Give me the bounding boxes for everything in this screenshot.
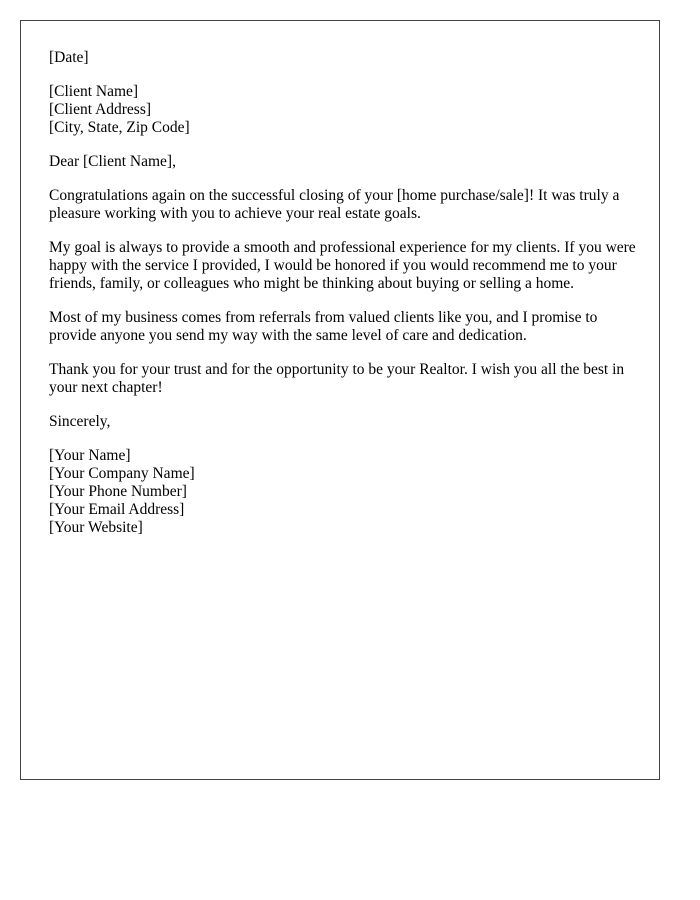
recipient-city-state-zip: [City, State, Zip Code] bbox=[49, 119, 190, 136]
body-paragraph-1: Congratulations again on the successful closing of your [home purchase/sale]! It was truly a pleasure working with you to achieve your real estate goals. bbox=[49, 187, 620, 222]
signature-name: [Your Name] bbox=[49, 447, 131, 464]
signature-company: [Your Company Name] bbox=[49, 465, 195, 482]
letter-page bbox=[20, 20, 660, 780]
recipient-block bbox=[49, 83, 637, 137]
body-paragraph-2: My goal is always to provide a smooth and professional experience for my clients. If you were happy with the service I provided, I would be honored if you would recommend me to your friends, family, or colleagues who might be thinking about buying or selling a home. bbox=[49, 239, 636, 292]
salutation: Dear [Client Name], bbox=[49, 153, 176, 170]
letter-body bbox=[49, 49, 637, 553]
signature-block bbox=[49, 447, 637, 537]
body-paragraph-3: Most of my business comes from referrals from valued clients like you, and I promise to provide anyone you send my way with the same level of care and dedication. bbox=[49, 309, 598, 344]
recipient-address: [Client Address] bbox=[49, 101, 152, 118]
recipient-name: [Client Name] bbox=[49, 83, 139, 100]
signature-phone: [Your Phone Number] bbox=[49, 483, 187, 500]
closing: Sincerely, bbox=[49, 413, 111, 430]
signature-website: [Your Website] bbox=[49, 519, 143, 536]
letter-date: [Date] bbox=[49, 49, 89, 66]
signature-email: [Your Email Address] bbox=[49, 501, 185, 518]
body-paragraph-4: Thank you for your trust and for the opportunity to be your Realtor. I wish you all the best in your next chapter! bbox=[49, 361, 625, 396]
